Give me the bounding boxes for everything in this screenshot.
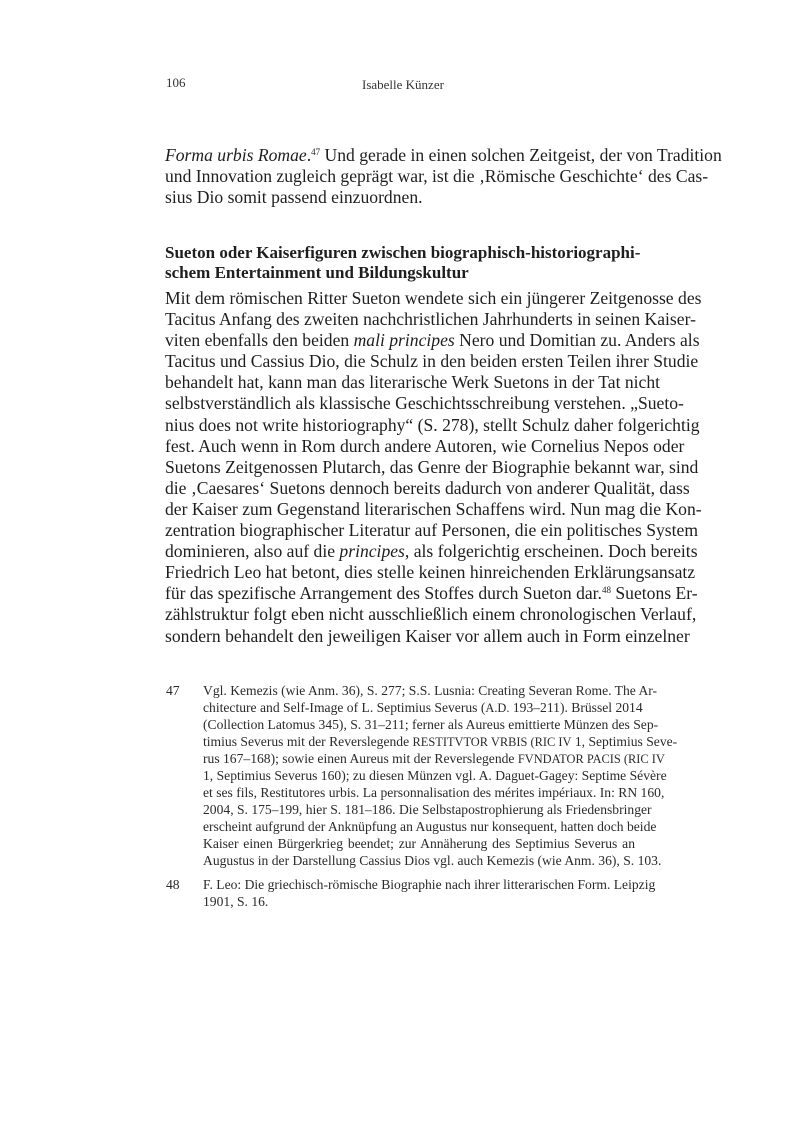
text-line: Tacitus Anfang des zweiten nachchristlichen Jahrhunderts in seinen Kaiser- <box>165 309 696 329</box>
text-line: Forma urbis Romae.$^{47}$ Und gerade in einen solchen Zeitgeist, der von Tradition <box>165 145 722 165</box>
text-line: nius does not write historiography“ (S. 278), stellt Schulz daher folgerichtig <box>165 415 700 435</box>
footnote-line: et ses fils, Restitutores urbis. La personnalisation des mérites impériaux. In: RN 160, <box>203 785 665 800</box>
footnote-line: rus 167–168); sowie einen Aureus mit der Reverslegende FVNDATOR PACIS (RIC IV <box>203 751 665 766</box>
footnote-line: 2004, S. 175–199, hier S. 181–186. Die Selbstapostrophierung als Friedensbringer <box>203 802 652 817</box>
text-line: behandelt hat, kann man das literarische Werk Suetons in der Tat nicht <box>165 372 661 392</box>
text-line: der Kaiser zum Gegenstand literarischen Schaffens wird. Nun mag die Kon- <box>165 499 702 519</box>
text-line: dominieren, also auf die principes, als folgerichtig erscheinen. Doch bereits <box>165 541 698 561</box>
page-number: 106 <box>166 75 186 90</box>
heading-line: Sueton oder Kaiserfiguren zwischen biographisch-historiographi- <box>165 243 641 262</box>
italic-term: principes <box>339 541 405 561</box>
text-line: zählstruktur folgt eben nicht ausschließlich einem chronologischen Verlauf, <box>165 604 697 624</box>
footnote-number: 48 <box>166 877 180 892</box>
text-line: Mit dem römischen Ritter Sueton wendete sich ein jüngerer Zeitgenosse des <box>165 288 702 308</box>
footnote-line: 1, Septimius Severus 160); zu diesen Münzen vgl. A. Daguet-Gagey: Septime Sévère <box>203 768 667 783</box>
footnote-ref-47[interactable]: 47 <box>311 147 321 157</box>
text-line: sius Dio somit passend einzuordnen. <box>165 187 423 207</box>
footnote-number: 47 <box>166 683 180 698</box>
text-line: selbstverständlich als klassische Geschichtsschreibung verstehen. „Sueto- <box>165 393 684 413</box>
footnote-line: Kaiser einen Bürgerkrieg beendet; zur Annäherung des Septimius Severus an <box>203 836 635 851</box>
heading-line: schem Entertainment und Bildungskultur <box>165 263 469 282</box>
text-line: viten ebenfalls den beiden mali principes Nero und Domitian zu. Anders als <box>165 330 700 350</box>
footnote-line: 1901, S. 16. <box>203 894 269 909</box>
footnote-ref-48[interactable]: 48 <box>601 585 611 595</box>
text-line: für das spezifische Arrangement des Stoffes durch Sueton dar.$^{48}$ Suetons Er- <box>165 583 698 603</box>
footnote-line: timius Severus mit der Reverslegende RESTITVTOR VRBIS (RIC IV 1, Septimius Seve- <box>203 734 678 749</box>
text-line: Tacitus und Cassius Dio, die Schulz in den beiden ersten Teilen ihrer Studie <box>165 351 699 371</box>
text-line: fest. Auch wenn in Rom durch andere Autoren, wie Cornelius Nepos oder <box>165 436 685 456</box>
italic-term: mali principes <box>353 330 455 350</box>
italic-title: Forma urbis Romae <box>165 145 307 165</box>
text-line: die ‚Caesares‘ Suetons dennoch bereits dadurch von anderer Qualität, dass <box>165 478 690 498</box>
footnote-line: Vgl. Kemezis (wie Anm. 36), S. 277; S.S. Lusnia: Creating Severan Rome. The Ar- <box>203 683 658 698</box>
footnote-line: F. Leo: Die griechisch-römische Biographie nach ihrer litterarischen Form. Leipzig <box>203 877 656 892</box>
running-head: Isabelle Künzer <box>362 77 444 92</box>
text-line: zentration biographischer Literatur auf Personen, die ein politisches System <box>165 520 699 540</box>
text-line: Friedrich Leo hat betont, dies stelle keinen hinreichenden Erklärungsansatz <box>165 562 696 582</box>
footnote-line: erscheint aufgrund der Anknüpfung an Augustus nur konsequent, hatten doch beide <box>203 819 657 834</box>
footnote-line: chitecture and Self-Image of L. Septimius Severus (A.D. 193–211). Brüssel 2014 <box>203 700 643 715</box>
footnote-line: (Collection Latomus 345), S. 31–211; ferner als Aureus emittierte Münzen des Sep- <box>203 717 659 732</box>
text-line: sondern behandelt den jeweiligen Kaiser vor allem auch in Form einzelner <box>165 626 690 646</box>
text-line: und Innovation zugleich geprägt war, ist die ‚Römische Geschichte‘ des Cas- <box>165 166 709 186</box>
footnote-line: Augustus in der Darstellung Cassius Dios vgl. auch Kemezis (wie Anm. 36), S. 103. <box>203 853 662 868</box>
text-line: Suetons Zeitgenossen Plutarch, das Genre der Biographie bekannt war, sind <box>165 457 699 477</box>
